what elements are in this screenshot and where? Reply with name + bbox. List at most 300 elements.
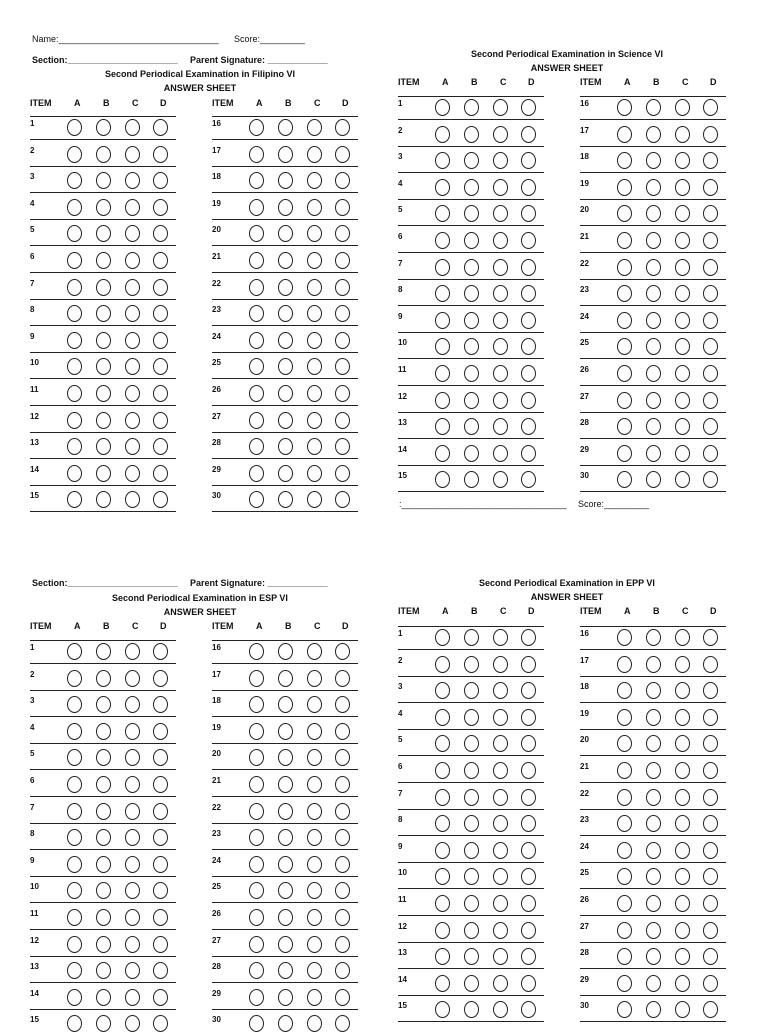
answer-bubble-b[interactable] <box>646 445 661 462</box>
answer-bubble-a[interactable] <box>435 868 450 885</box>
answer-bubble-c[interactable] <box>675 338 690 355</box>
answer-bubble-a[interactable] <box>617 285 632 302</box>
answer-bubble-c[interactable] <box>675 445 690 462</box>
answer-bubble-c[interactable] <box>307 332 322 349</box>
answer-bubble-a[interactable] <box>249 252 264 269</box>
answer-bubble-c[interactable] <box>125 643 140 660</box>
answer-bubble-c[interactable] <box>125 491 140 508</box>
answer-bubble-c[interactable] <box>675 152 690 169</box>
answer-bubble-c[interactable] <box>675 285 690 302</box>
answer-bubble-b[interactable] <box>278 358 293 375</box>
answer-bubble-d[interactable] <box>521 789 536 806</box>
answer-bubble-a[interactable] <box>67 670 82 687</box>
answer-bubble-d[interactable] <box>153 749 168 766</box>
answer-bubble-b[interactable] <box>96 749 111 766</box>
answer-bubble-a[interactable] <box>435 285 450 302</box>
answer-bubble-a[interactable] <box>249 856 264 873</box>
answer-bubble-d[interactable] <box>703 656 718 673</box>
answer-bubble-a[interactable] <box>249 225 264 242</box>
answer-bubble-a[interactable] <box>67 643 82 660</box>
answer-bubble-c[interactable] <box>307 199 322 216</box>
answer-bubble-b[interactable] <box>96 829 111 846</box>
answer-bubble-b[interactable] <box>646 922 661 939</box>
answer-bubble-d[interactable] <box>703 1001 718 1018</box>
answer-bubble-b[interactable] <box>96 199 111 216</box>
answer-bubble-d[interactable] <box>153 385 168 402</box>
answer-bubble-c[interactable] <box>675 735 690 752</box>
answer-bubble-c[interactable] <box>307 962 322 979</box>
answer-bubble-b[interactable] <box>646 312 661 329</box>
answer-bubble-b[interactable] <box>464 259 479 276</box>
answer-bubble-d[interactable] <box>335 882 350 899</box>
answer-bubble-c[interactable] <box>493 762 508 779</box>
answer-bubble-c[interactable] <box>675 682 690 699</box>
answer-bubble-a[interactable] <box>249 936 264 953</box>
answer-bubble-a[interactable] <box>67 385 82 402</box>
answer-bubble-a[interactable] <box>435 762 450 779</box>
answer-bubble-d[interactable] <box>703 762 718 779</box>
answer-bubble-a[interactable] <box>67 438 82 455</box>
answer-bubble-c[interactable] <box>125 936 140 953</box>
answer-bubble-a[interactable] <box>249 909 264 926</box>
answer-bubble-a[interactable] <box>617 259 632 276</box>
answer-bubble-d[interactable] <box>335 670 350 687</box>
answer-bubble-a[interactable] <box>67 936 82 953</box>
answer-bubble-d[interactable] <box>521 682 536 699</box>
answer-bubble-b[interactable] <box>278 909 293 926</box>
answer-bubble-a[interactable] <box>249 305 264 322</box>
answer-bubble-b[interactable] <box>96 358 111 375</box>
answer-bubble-c[interactable] <box>493 418 508 435</box>
answer-bubble-a[interactable] <box>435 735 450 752</box>
answer-bubble-b[interactable] <box>278 989 293 1006</box>
answer-bubble-b[interactable] <box>278 723 293 740</box>
answer-bubble-b[interactable] <box>464 99 479 116</box>
answer-bubble-d[interactable] <box>521 179 536 196</box>
answer-bubble-b[interactable] <box>464 285 479 302</box>
answer-bubble-d[interactable] <box>703 629 718 646</box>
answer-bubble-c[interactable] <box>307 412 322 429</box>
answer-bubble-b[interactable] <box>278 438 293 455</box>
answer-bubble-b[interactable] <box>646 842 661 859</box>
answer-bubble-d[interactable] <box>335 438 350 455</box>
answer-bubble-a[interactable] <box>67 696 82 713</box>
answer-bubble-c[interactable] <box>307 989 322 1006</box>
answer-bubble-b[interactable] <box>464 205 479 222</box>
answer-bubble-a[interactable] <box>435 338 450 355</box>
answer-bubble-b[interactable] <box>278 829 293 846</box>
answer-bubble-b[interactable] <box>464 948 479 965</box>
answer-bubble-b[interactable] <box>96 491 111 508</box>
answer-bubble-a[interactable] <box>617 922 632 939</box>
answer-bubble-d[interactable] <box>703 179 718 196</box>
answer-bubble-b[interactable] <box>464 365 479 382</box>
answer-bubble-d[interactable] <box>153 670 168 687</box>
answer-bubble-b[interactable] <box>646 285 661 302</box>
answer-bubble-a[interactable] <box>617 975 632 992</box>
answer-bubble-c[interactable] <box>307 776 322 793</box>
answer-bubble-b[interactable] <box>278 279 293 296</box>
answer-bubble-d[interactable] <box>521 126 536 143</box>
answer-bubble-d[interactable] <box>703 868 718 885</box>
answer-bubble-d[interactable] <box>703 152 718 169</box>
answer-bubble-a[interactable] <box>435 682 450 699</box>
answer-bubble-a[interactable] <box>67 803 82 820</box>
answer-bubble-d[interactable] <box>521 656 536 673</box>
answer-bubble-c[interactable] <box>125 438 140 455</box>
answer-bubble-b[interactable] <box>646 1001 661 1018</box>
answer-bubble-c[interactable] <box>307 882 322 899</box>
answer-bubble-a[interactable] <box>435 232 450 249</box>
answer-bubble-d[interactable] <box>521 922 536 939</box>
answer-bubble-a[interactable] <box>249 412 264 429</box>
answer-bubble-a[interactable] <box>67 829 82 846</box>
answer-bubble-b[interactable] <box>464 895 479 912</box>
answer-bubble-d[interactable] <box>335 989 350 1006</box>
answer-bubble-d[interactable] <box>703 418 718 435</box>
answer-bubble-c[interactable] <box>493 392 508 409</box>
answer-bubble-b[interactable] <box>646 895 661 912</box>
answer-bubble-d[interactable] <box>153 856 168 873</box>
answer-bubble-a[interactable] <box>435 842 450 859</box>
answer-bubble-d[interactable] <box>335 962 350 979</box>
answer-bubble-c[interactable] <box>675 232 690 249</box>
answer-bubble-c[interactable] <box>675 312 690 329</box>
answer-bubble-c[interactable] <box>675 418 690 435</box>
answer-bubble-d[interactable] <box>521 895 536 912</box>
answer-bubble-b[interactable] <box>96 882 111 899</box>
answer-bubble-c[interactable] <box>493 735 508 752</box>
answer-bubble-b[interactable] <box>646 418 661 435</box>
answer-bubble-b[interactable] <box>96 962 111 979</box>
answer-bubble-d[interactable] <box>153 305 168 322</box>
answer-bubble-a[interactable] <box>67 723 82 740</box>
answer-bubble-c[interactable] <box>125 172 140 189</box>
answer-bubble-a[interactable] <box>435 365 450 382</box>
answer-bubble-a[interactable] <box>617 895 632 912</box>
answer-bubble-d[interactable] <box>335 776 350 793</box>
answer-bubble-c[interactable] <box>125 723 140 740</box>
answer-bubble-b[interactable] <box>278 119 293 136</box>
answer-bubble-c[interactable] <box>125 199 140 216</box>
answer-bubble-a[interactable] <box>435 789 450 806</box>
answer-bubble-d[interactable] <box>335 856 350 873</box>
answer-bubble-b[interactable] <box>464 922 479 939</box>
answer-bubble-c[interactable] <box>675 471 690 488</box>
answer-bubble-a[interactable] <box>67 252 82 269</box>
answer-bubble-c[interactable] <box>493 285 508 302</box>
answer-bubble-a[interactable] <box>617 762 632 779</box>
answer-bubble-d[interactable] <box>153 252 168 269</box>
answer-bubble-c[interactable] <box>675 99 690 116</box>
answer-bubble-c[interactable] <box>125 882 140 899</box>
answer-bubble-b[interactable] <box>464 471 479 488</box>
answer-bubble-d[interactable] <box>521 445 536 462</box>
answer-bubble-a[interactable] <box>249 199 264 216</box>
answer-bubble-d[interactable] <box>703 392 718 409</box>
answer-bubble-c[interactable] <box>125 962 140 979</box>
answer-bubble-d[interactable] <box>521 338 536 355</box>
answer-bubble-d[interactable] <box>703 285 718 302</box>
answer-bubble-a[interactable] <box>67 279 82 296</box>
answer-bubble-b[interactable] <box>96 332 111 349</box>
answer-bubble-d[interactable] <box>335 332 350 349</box>
answer-bubble-b[interactable] <box>646 629 661 646</box>
answer-bubble-c[interactable] <box>675 815 690 832</box>
answer-bubble-b[interactable] <box>96 305 111 322</box>
answer-bubble-c[interactable] <box>125 385 140 402</box>
answer-bubble-b[interactable] <box>96 723 111 740</box>
answer-bubble-a[interactable] <box>67 199 82 216</box>
answer-bubble-c[interactable] <box>493 152 508 169</box>
answer-bubble-b[interactable] <box>278 803 293 820</box>
answer-bubble-c[interactable] <box>125 279 140 296</box>
answer-bubble-d[interactable] <box>335 803 350 820</box>
answer-bubble-d[interactable] <box>153 643 168 660</box>
answer-bubble-b[interactable] <box>96 385 111 402</box>
answer-bubble-d[interactable] <box>703 789 718 806</box>
answer-bubble-d[interactable] <box>703 709 718 726</box>
answer-bubble-a[interactable] <box>67 332 82 349</box>
answer-bubble-a[interactable] <box>617 232 632 249</box>
answer-bubble-a[interactable] <box>435 629 450 646</box>
answer-bubble-a[interactable] <box>617 948 632 965</box>
answer-bubble-d[interactable] <box>521 471 536 488</box>
answer-bubble-d[interactable] <box>703 471 718 488</box>
answer-bubble-d[interactable] <box>521 1001 536 1018</box>
answer-bubble-b[interactable] <box>96 936 111 953</box>
answer-bubble-c[interactable] <box>307 438 322 455</box>
answer-bubble-b[interactable] <box>96 856 111 873</box>
answer-bubble-c[interactable] <box>307 696 322 713</box>
answer-bubble-d[interactable] <box>335 696 350 713</box>
answer-bubble-c[interactable] <box>675 868 690 885</box>
answer-bubble-d[interactable] <box>335 119 350 136</box>
answer-bubble-c[interactable] <box>493 868 508 885</box>
answer-bubble-d[interactable] <box>335 723 350 740</box>
answer-bubble-c[interactable] <box>125 119 140 136</box>
answer-bubble-d[interactable] <box>335 305 350 322</box>
answer-bubble-b[interactable] <box>278 643 293 660</box>
answer-bubble-c[interactable] <box>307 643 322 660</box>
answer-bubble-a[interactable] <box>249 385 264 402</box>
answer-bubble-a[interactable] <box>435 392 450 409</box>
answer-bubble-b[interactable] <box>464 392 479 409</box>
answer-bubble-c[interactable] <box>307 465 322 482</box>
answer-bubble-b[interactable] <box>464 656 479 673</box>
answer-bubble-d[interactable] <box>521 762 536 779</box>
answer-bubble-a[interactable] <box>249 749 264 766</box>
answer-bubble-a[interactable] <box>67 882 82 899</box>
answer-bubble-b[interactable] <box>646 365 661 382</box>
answer-bubble-b[interactable] <box>278 696 293 713</box>
answer-bubble-d[interactable] <box>335 279 350 296</box>
answer-bubble-d[interactable] <box>703 895 718 912</box>
answer-bubble-c[interactable] <box>493 789 508 806</box>
answer-bubble-a[interactable] <box>249 670 264 687</box>
answer-bubble-c[interactable] <box>125 803 140 820</box>
answer-bubble-c[interactable] <box>125 465 140 482</box>
answer-bubble-a[interactable] <box>435 126 450 143</box>
answer-bubble-a[interactable] <box>249 643 264 660</box>
answer-bubble-a[interactable] <box>67 358 82 375</box>
answer-bubble-c[interactable] <box>493 471 508 488</box>
answer-bubble-c[interactable] <box>493 1001 508 1018</box>
answer-bubble-b[interactable] <box>464 126 479 143</box>
answer-bubble-c[interactable] <box>675 975 690 992</box>
answer-bubble-b[interactable] <box>464 1001 479 1018</box>
answer-bubble-d[interactable] <box>153 936 168 953</box>
answer-bubble-b[interactable] <box>96 438 111 455</box>
answer-bubble-d[interactable] <box>153 696 168 713</box>
answer-bubble-d[interactable] <box>703 815 718 832</box>
answer-bubble-d[interactable] <box>335 643 350 660</box>
answer-bubble-d[interactable] <box>335 491 350 508</box>
answer-bubble-a[interactable] <box>617 682 632 699</box>
answer-bubble-b[interactable] <box>646 656 661 673</box>
answer-bubble-c[interactable] <box>493 445 508 462</box>
answer-bubble-b[interactable] <box>278 882 293 899</box>
answer-bubble-a[interactable] <box>617 312 632 329</box>
answer-bubble-c[interactable] <box>493 126 508 143</box>
answer-bubble-a[interactable] <box>617 868 632 885</box>
answer-bubble-d[interactable] <box>153 412 168 429</box>
answer-bubble-d[interactable] <box>335 465 350 482</box>
answer-bubble-b[interactable] <box>646 868 661 885</box>
answer-bubble-b[interactable] <box>278 172 293 189</box>
answer-bubble-b[interactable] <box>278 146 293 163</box>
answer-bubble-c[interactable] <box>493 232 508 249</box>
answer-bubble-a[interactable] <box>435 418 450 435</box>
answer-bubble-a[interactable] <box>67 465 82 482</box>
answer-bubble-c[interactable] <box>307 670 322 687</box>
answer-bubble-c[interactable] <box>125 856 140 873</box>
answer-bubble-a[interactable] <box>249 172 264 189</box>
answer-bubble-c[interactable] <box>493 365 508 382</box>
answer-bubble-d[interactable] <box>153 225 168 242</box>
answer-bubble-a[interactable] <box>249 146 264 163</box>
answer-bubble-c[interactable] <box>125 989 140 1006</box>
answer-bubble-d[interactable] <box>335 358 350 375</box>
answer-bubble-b[interactable] <box>646 762 661 779</box>
answer-bubble-b[interactable] <box>278 856 293 873</box>
answer-bubble-c[interactable] <box>675 629 690 646</box>
answer-bubble-b[interactable] <box>96 989 111 1006</box>
answer-bubble-c[interactable] <box>493 312 508 329</box>
answer-bubble-b[interactable] <box>646 975 661 992</box>
answer-bubble-d[interactable] <box>153 989 168 1006</box>
answer-bubble-b[interactable] <box>278 465 293 482</box>
answer-bubble-b[interactable] <box>646 99 661 116</box>
answer-bubble-d[interactable] <box>521 365 536 382</box>
answer-bubble-a[interactable] <box>435 948 450 965</box>
answer-bubble-a[interactable] <box>435 152 450 169</box>
answer-bubble-a[interactable] <box>435 445 450 462</box>
answer-bubble-b[interactable] <box>278 252 293 269</box>
answer-bubble-a[interactable] <box>435 895 450 912</box>
answer-bubble-c[interactable] <box>125 670 140 687</box>
answer-bubble-b[interactable] <box>646 948 661 965</box>
answer-bubble-c[interactable] <box>675 1001 690 1018</box>
answer-bubble-c[interactable] <box>675 392 690 409</box>
answer-bubble-b[interactable] <box>96 803 111 820</box>
answer-bubble-c[interactable] <box>307 119 322 136</box>
answer-bubble-b[interactable] <box>464 842 479 859</box>
answer-bubble-b[interactable] <box>96 412 111 429</box>
answer-bubble-b[interactable] <box>464 152 479 169</box>
answer-bubble-d[interactable] <box>703 312 718 329</box>
answer-bubble-d[interactable] <box>521 392 536 409</box>
answer-bubble-d[interactable] <box>521 99 536 116</box>
answer-bubble-a[interactable] <box>617 338 632 355</box>
answer-bubble-c[interactable] <box>125 252 140 269</box>
answer-bubble-c[interactable] <box>125 829 140 846</box>
answer-bubble-a[interactable] <box>249 962 264 979</box>
answer-bubble-d[interactable] <box>335 936 350 953</box>
answer-bubble-d[interactable] <box>153 146 168 163</box>
answer-bubble-a[interactable] <box>249 119 264 136</box>
answer-bubble-b[interactable] <box>464 232 479 249</box>
answer-bubble-c[interactable] <box>125 358 140 375</box>
answer-bubble-d[interactable] <box>153 909 168 926</box>
answer-bubble-a[interactable] <box>67 225 82 242</box>
answer-bubble-a[interactable] <box>617 418 632 435</box>
answer-bubble-c[interactable] <box>125 412 140 429</box>
answer-bubble-c[interactable] <box>307 358 322 375</box>
answer-bubble-a[interactable] <box>617 842 632 859</box>
answer-bubble-a[interactable] <box>249 696 264 713</box>
answer-bubble-c[interactable] <box>307 491 322 508</box>
answer-bubble-b[interactable] <box>646 682 661 699</box>
answer-bubble-d[interactable] <box>703 365 718 382</box>
answer-bubble-a[interactable] <box>249 438 264 455</box>
answer-bubble-c[interactable] <box>307 146 322 163</box>
answer-bubble-a[interactable] <box>249 465 264 482</box>
answer-bubble-b[interactable] <box>464 789 479 806</box>
answer-bubble-b[interactable] <box>464 709 479 726</box>
answer-bubble-a[interactable] <box>435 922 450 939</box>
answer-bubble-a[interactable] <box>617 365 632 382</box>
answer-bubble-b[interactable] <box>464 629 479 646</box>
answer-bubble-a[interactable] <box>249 491 264 508</box>
answer-bubble-b[interactable] <box>96 909 111 926</box>
answer-bubble-c[interactable] <box>307 252 322 269</box>
answer-bubble-d[interactable] <box>153 962 168 979</box>
answer-bubble-d[interactable] <box>153 776 168 793</box>
answer-bubble-a[interactable] <box>249 989 264 1006</box>
answer-bubble-c[interactable] <box>675 126 690 143</box>
answer-bubble-c[interactable] <box>493 205 508 222</box>
answer-bubble-d[interactable] <box>153 882 168 899</box>
answer-bubble-a[interactable] <box>435 205 450 222</box>
answer-bubble-a[interactable] <box>249 776 264 793</box>
answer-bubble-d[interactable] <box>521 205 536 222</box>
answer-bubble-c[interactable] <box>675 709 690 726</box>
answer-bubble-c[interactable] <box>125 225 140 242</box>
answer-bubble-c[interactable] <box>675 842 690 859</box>
answer-bubble-b[interactable] <box>96 252 111 269</box>
answer-bubble-c[interactable] <box>493 842 508 859</box>
answer-bubble-d[interactable] <box>703 682 718 699</box>
answer-bubble-a[interactable] <box>67 491 82 508</box>
answer-bubble-a[interactable] <box>67 172 82 189</box>
answer-bubble-b[interactable] <box>96 465 111 482</box>
answer-bubble-d[interactable] <box>521 868 536 885</box>
answer-bubble-b[interactable] <box>278 305 293 322</box>
answer-bubble-c[interactable] <box>307 385 322 402</box>
answer-bubble-d[interactable] <box>521 735 536 752</box>
answer-bubble-d[interactable] <box>703 948 718 965</box>
